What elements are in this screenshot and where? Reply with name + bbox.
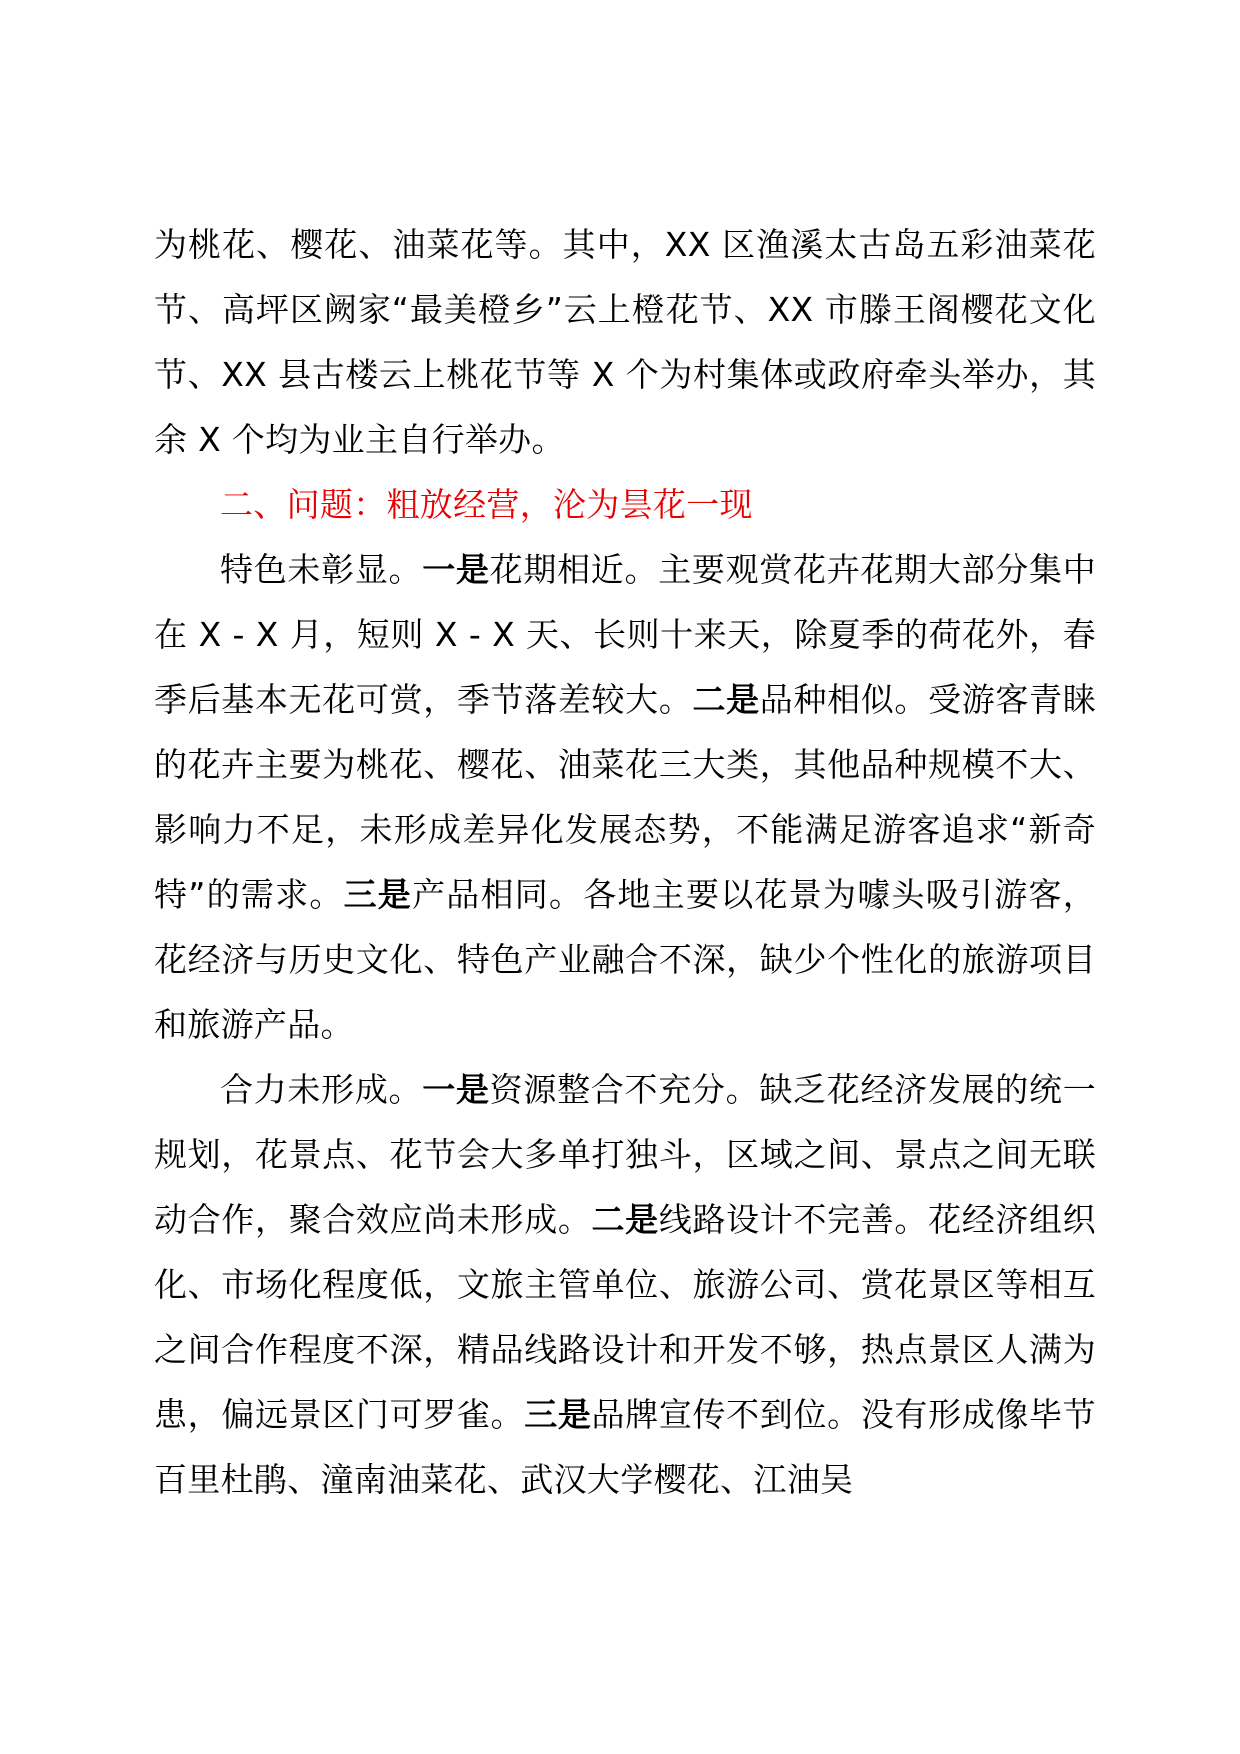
paragraph-text: 品种相似。受游客青睐的花卉主要为桃花、樱花、油菜花三大类，其他品种规模不大、影响力不足，未形成差异化发展态势，不能满足游客追求“新奇特”的需求。 [154, 680, 1096, 914]
emphasis-first: 一是 [422, 1070, 490, 1109]
emphasis-third: 三是 [524, 1395, 592, 1434]
paragraph-text: 线路设计不完善。花经济组织化、市场化程度低，文旅主管单位、旅游公司、赏花景区等相互之间合作程度不深，精品线路设计和开发不够，热点景区人满为患，偏远景区门可罗雀。 [154, 1200, 1096, 1434]
emphasis-third: 三是 [343, 875, 413, 914]
paragraph-text: 为桃花、樱花、油菜花等。其中，XX 区渔溪太古岛五彩油菜花节、高坪区阙家“最美橙乡”云上橙花节、XX 市滕王阁樱花文化节、XX 县古楼云上桃花节等 X 个为村集体或政府牵头举办，其余 X 个均为业主自行举办。 [154, 225, 1096, 459]
paragraph-lead: 特色未彰显。 [220, 550, 423, 589]
paragraph-text: 花期相近。主要观赏花卉花期大部分集中在 X - X 月，短则 X - X 天、长则十来天，除夏季的荷花外，春季后基本无花可赏，季节落差较大。 [154, 550, 1096, 719]
paragraph-lead: 合力未形成。 [220, 1070, 423, 1109]
paragraph-text: 产品相同。各地主要以花景为噱头吸引游客，花经济与历史文化、特色产业融合不深，缺少个性化的旅游项目和旅游产品。 [154, 875, 1096, 1044]
section-heading-text: 二、问题：粗放经营，沦为昙花一现 [220, 485, 753, 524]
paragraph-synergy [154, 1057, 1096, 1512]
emphasis-second: 二是 [692, 680, 760, 719]
paragraph-text: 资源整合不充分。缺乏花经济发展的统一规划，花景点、花节会大多单打独斗，区域之间、景点之间无联动合作，聚合效应尚未形成。 [154, 1070, 1096, 1239]
emphasis-first: 一是 [422, 550, 490, 589]
paragraph-features [154, 537, 1096, 1057]
emphasis-second: 二是 [591, 1200, 659, 1239]
section-heading [154, 472, 1096, 537]
document-body [154, 212, 1096, 1512]
paragraph-flower-festivals [154, 212, 1096, 472]
paragraph-text: 品牌宣传不到位。没有形成像毕节百里杜鹃、潼南油菜花、武汉大学樱花、江油吴 [154, 1395, 1096, 1499]
